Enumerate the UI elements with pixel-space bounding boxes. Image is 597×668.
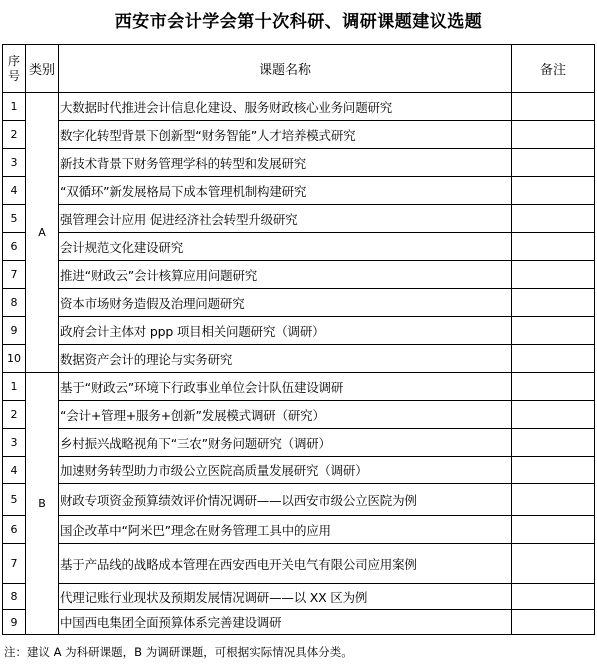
row-seq: 5 [3, 205, 26, 233]
row-topic: 会计规范文化建设研究 [59, 233, 512, 261]
header-category: 类别 [26, 45, 59, 93]
row-topic: 财政专项资金预算绩效评价情况调研——以西安市级公立医院为例 [59, 484, 512, 516]
row-topic: 资本市场财务造假及治理问题研究 [59, 289, 512, 317]
row-topic: 推进“财政云”会计核算应用问题研究 [59, 261, 512, 289]
row-remark [512, 429, 595, 457]
table-row [3, 205, 595, 233]
row-remark [512, 233, 595, 261]
row-topic: 中国西电集团全面预算体系完善建设调研 [59, 610, 512, 635]
category-cell-a: A [26, 93, 59, 373]
page-title: 西安市会计学会第十次科研、调研课题建议选题 [114, 12, 483, 32]
row-remark [512, 457, 595, 484]
table-row [3, 93, 595, 121]
row-topic: 基于产品线的战略成本管理在西安西电开关电气有限公司应用案例 [59, 544, 512, 584]
row-seq: 6 [3, 516, 26, 544]
table-row [3, 261, 595, 289]
table-row [3, 610, 595, 635]
table-row [3, 149, 595, 177]
row-topic: 加速财务转型助力市级公立医院高质量发展研究（调研） [59, 457, 512, 484]
row-remark [512, 401, 595, 429]
row-topic: “双循环”新发展格局下成本管理机制构建研究 [59, 177, 512, 205]
row-remark [512, 317, 595, 345]
row-remark [512, 544, 595, 584]
table-row [3, 121, 595, 149]
row-topic: 乡村振兴战略视角下“三农”财务问题研究（调研） [59, 429, 512, 457]
row-seq: 2 [3, 401, 26, 429]
row-seq: 9 [3, 317, 26, 345]
row-topic: 政府会计主体对 ppp 项目相关问题研究（调研） [59, 317, 512, 345]
footnote: 注：建议 A 为科研课题，B 为调研课题，可根据实际情况具体分类。 [4, 645, 353, 659]
header-seq: 序号 [3, 45, 26, 93]
table-header-row [3, 45, 595, 93]
row-remark [512, 121, 595, 149]
table-row [3, 373, 595, 401]
row-topic: 强管理会计应用 促进经济社会转型升级研究 [59, 205, 512, 233]
row-topic: 代理记账行业现状及预期发展情况调研——以 XX 区为例 [59, 584, 512, 610]
row-seq: 2 [3, 121, 26, 149]
row-seq: 10 [3, 345, 26, 373]
row-seq: 6 [3, 233, 26, 261]
row-remark [512, 261, 595, 289]
topics-table [2, 44, 595, 635]
table-row [3, 289, 595, 317]
header-remark: 备注 [512, 45, 595, 93]
row-seq: 4 [3, 457, 26, 484]
row-remark [512, 373, 595, 401]
table-row [3, 429, 595, 457]
row-topic: 基于“财政云”环境下行政事业单位会计队伍建设调研 [59, 373, 512, 401]
row-remark [512, 610, 595, 635]
table-row [3, 317, 595, 345]
row-seq: 9 [3, 610, 26, 635]
row-remark [512, 584, 595, 610]
row-remark [512, 484, 595, 516]
table-row [3, 544, 595, 584]
row-seq: 7 [3, 261, 26, 289]
row-remark [512, 345, 595, 373]
table-row [3, 233, 595, 261]
table-row [3, 457, 595, 484]
row-seq: 1 [3, 93, 26, 121]
table-row [3, 401, 595, 429]
row-remark [512, 516, 595, 544]
row-remark [512, 289, 595, 317]
row-seq: 3 [3, 149, 26, 177]
row-topic: 国企改革中“阿米巴”理念在财务管理工具中的应用 [59, 516, 512, 544]
row-topic: 新技术背景下财务管理学科的转型和发展研究 [59, 149, 512, 177]
row-remark [512, 205, 595, 233]
row-topic: 数字化转型背景下创新型“财务智能”人才培养模式研究 [59, 121, 512, 149]
table-row [3, 345, 595, 373]
row-seq: 8 [3, 584, 26, 610]
row-seq: 8 [3, 289, 26, 317]
row-topic: 大数据时代推进会计信息化建设、服务财政核心业务问题研究 [59, 93, 512, 121]
row-topic: 数据资产会计的理论与实务研究 [59, 345, 512, 373]
table-row [3, 584, 595, 610]
row-seq: 4 [3, 177, 26, 205]
row-topic: “会计+管理+服务+创新”发展模式调研（研究） [59, 401, 512, 429]
row-remark [512, 93, 595, 121]
header-topic: 课题名称 [59, 45, 512, 93]
row-seq: 7 [3, 544, 26, 584]
table-row [3, 516, 595, 544]
category-cell-b: B [26, 373, 59, 635]
row-seq: 1 [3, 373, 26, 401]
row-seq: 3 [3, 429, 26, 457]
row-seq: 5 [3, 484, 26, 516]
table-row [3, 177, 595, 205]
table-row [3, 484, 595, 516]
row-remark [512, 177, 595, 205]
row-remark [512, 149, 595, 177]
